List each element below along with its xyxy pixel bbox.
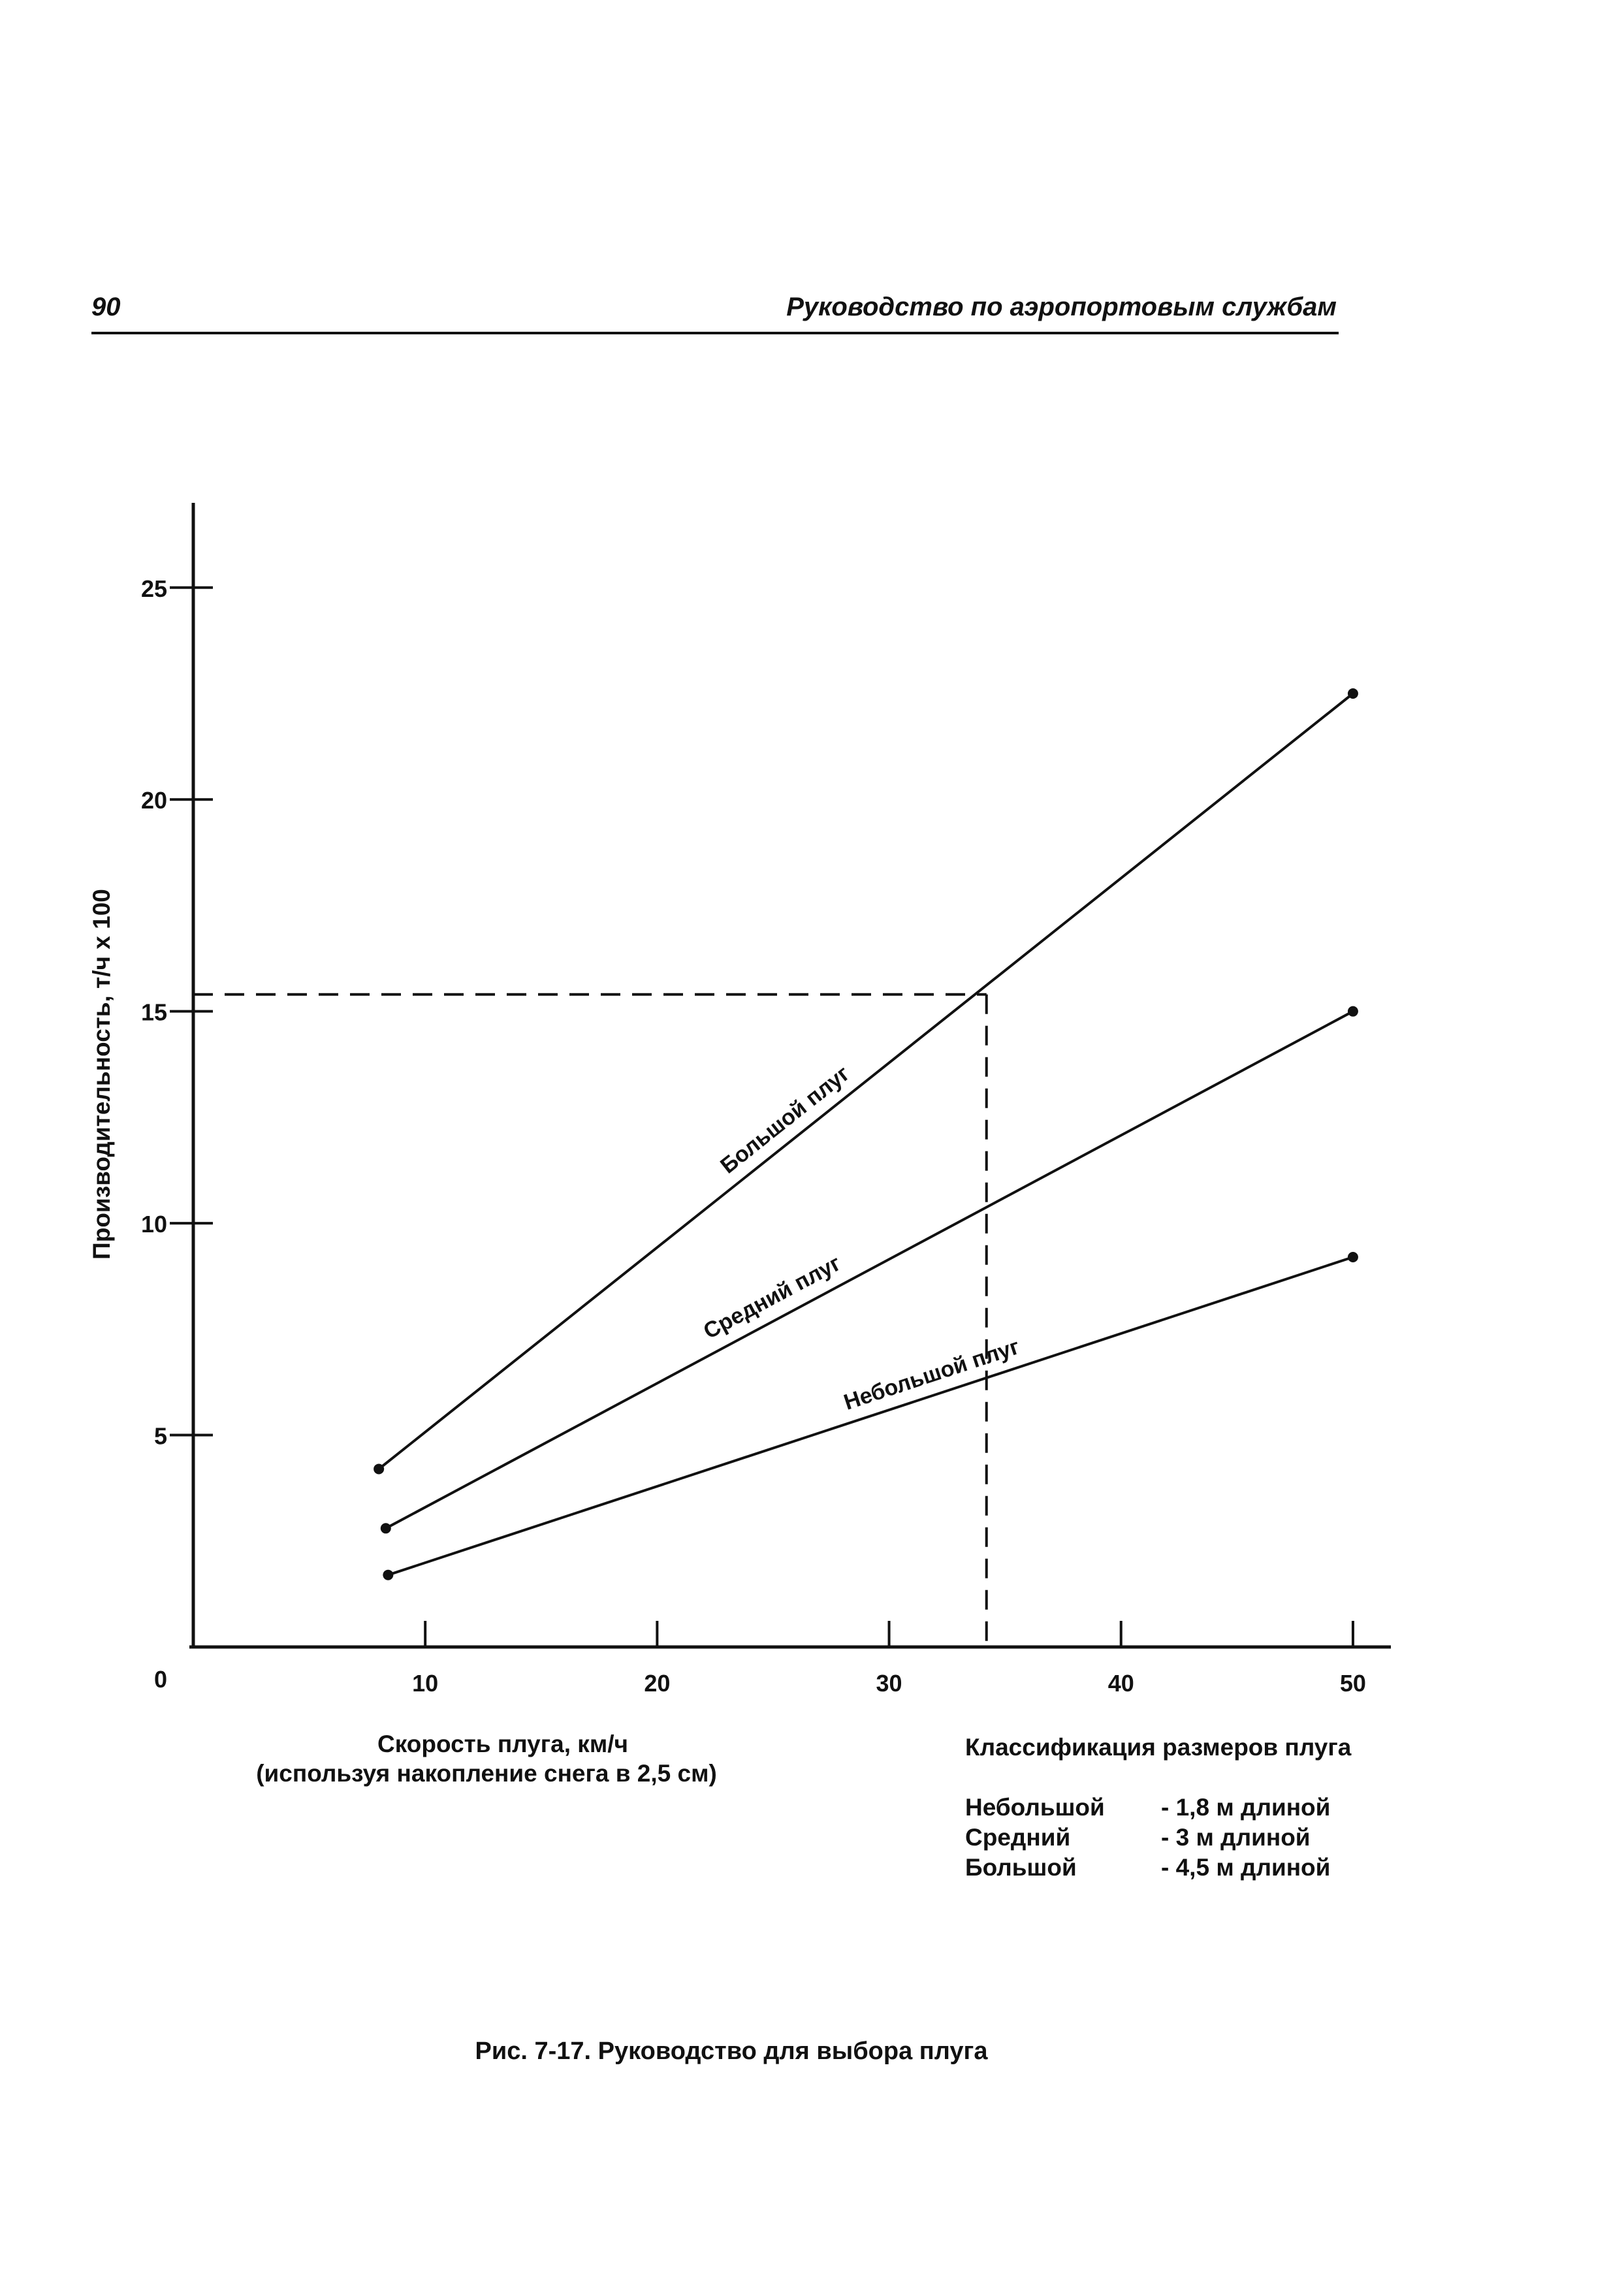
legend-title: Классификация размеров плуга [965, 1734, 1352, 1761]
x-axis-label: Скорость плуга, км/ч [377, 1731, 628, 1757]
series-path [386, 1012, 1353, 1529]
y-axis-label: Производительность, т/ч x 100 [88, 889, 115, 1260]
x-axis-ticks [412, 1621, 1366, 1697]
reference-lines [193, 995, 987, 1647]
running-title: Руководство по аэропортовым службам [786, 293, 1337, 321]
x-tick-label: 10 [412, 1670, 439, 1697]
series-line [381, 1006, 1358, 1534]
series-line [383, 1252, 1358, 1580]
legend-row-name: Большой [965, 1854, 1077, 1881]
y-tick-label: 5 [153, 1422, 167, 1450]
legend-row-value: - 3 м длиной [1161, 1824, 1311, 1851]
series-point [1348, 1252, 1358, 1262]
y-tick-label: 0 [153, 1666, 167, 1693]
series-point [1348, 1006, 1358, 1017]
y-tick-label: 10 [140, 1211, 167, 1238]
legend-row-name: Небольшой [965, 1794, 1105, 1821]
series-label: Средний плуг [699, 1251, 845, 1345]
x-tick-label: 40 [1107, 1670, 1134, 1697]
series-line [374, 688, 1358, 1474]
series-point [374, 1463, 384, 1474]
legend-row [965, 1853, 1351, 1883]
y-axis-ticks [141, 575, 213, 1693]
plow-size-legend [965, 1734, 1351, 1883]
legend-row-value: - 1,8 м длиной [1161, 1794, 1331, 1821]
series-label: Небольшой плуг [840, 1334, 1023, 1415]
y-tick-label: 20 [140, 787, 167, 814]
series-path [379, 694, 1353, 1469]
x-tick-label: 20 [644, 1670, 671, 1697]
series-point [1348, 688, 1358, 699]
x-tick-label: 30 [876, 1670, 902, 1697]
legend-row [965, 1793, 1351, 1823]
y-tick-label: 25 [140, 575, 167, 602]
legend-row-name: Средний [965, 1824, 1071, 1851]
figure-caption: Рис. 7-17. Руководство для выбора плуга [475, 2037, 988, 2065]
y-tick-label: 15 [140, 999, 167, 1026]
legend-row [965, 1823, 1351, 1853]
x-axis-label-note: (используя накопление снега в 2,5 см) [256, 1760, 717, 1787]
series-lines [374, 688, 1358, 1580]
series-point [383, 1570, 393, 1580]
x-tick-label: 50 [1339, 1670, 1366, 1697]
series-path [388, 1257, 1352, 1575]
series-point [381, 1523, 391, 1533]
page-number: 90 [91, 293, 121, 321]
legend-row-value: - 4,5 м длиной [1161, 1854, 1331, 1881]
series-label: Большой плуг [716, 1061, 855, 1179]
